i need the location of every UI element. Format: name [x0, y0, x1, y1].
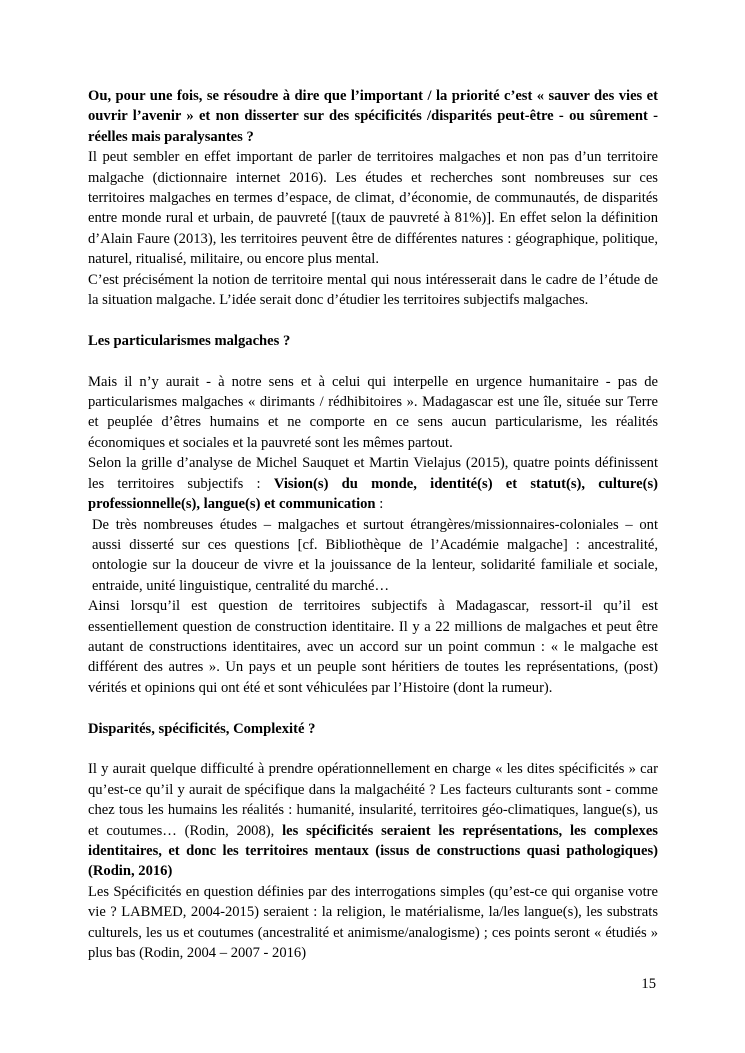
page-number: 15 — [641, 976, 656, 992]
difficulte-text: Il y aurait quelque difficulté à prendre opérationnellement en charge « les dites spécificités » car qu’est-ce qu’il y aurait de spécifique dans la malgachéité ? Les facteurs culturants sont - comme chez tous les humains les réalités : humanité, insularité, territoires géo-climatiques, langue(s), us et coutumes… (Rodin, 2008), — [88, 761, 658, 839]
paragraph-difficulte — [88, 759, 658, 881]
document-page — [88, 86, 658, 963]
section-intro-heading: Ou, pour une fois, se résoudre à dire que l’important / la priorité c’est « sauver des vies et ouvrir l’avenir » et non disserter sur des spécificités /disparités peut-être - ou sûrement - réelles mais paralysantes ? — [88, 88, 658, 145]
paragraph-specificites: Les Spécificités en question définies par des interrogations simples (qu’est-ce qui organise votre vie ? LABMED, 2004-2015) seraient : la religion, le matérialisme, la/les langue(s), les substrats culturels, les us et coutumes (ancestralité et animisme/analogisme) ; ces points seront « étudiés » plus bas (Rodin, 2004 – 2007 - 2016) — [88, 883, 658, 961]
grille-text: Selon la grille d’analyse de Michel Sauquet et Martin Vielajus (2015), quatre points définissent les territoires subjectifs : — [88, 455, 658, 492]
difficulte-bold-text: les spécificités seraient les représentations, les complexes identitaires, et donc les territoires mentaux (issus de constructions quasi pathologiques) (Rodin, 2016) — [88, 822, 658, 880]
spacer — [88, 698, 658, 718]
spacer — [88, 310, 658, 330]
grille-end: : — [375, 496, 384, 513]
paragraph-grille-analyse — [88, 453, 658, 514]
spacer — [88, 739, 658, 759]
paragraph-etudes: De très nombreuses études – malgaches et surtout étrangères/missionnaires-coloniales – ont aussi disserté sur ces questions [cf. Bibliothèque de l’Académie malgache] : ancestralité, ontologie sur la douceur de vivre et la jouissance de la lenteur, solidarité familiale et sociale, entraide, unité linguistique, centralité du marché… — [92, 516, 658, 594]
section-particularismes-heading: Les particularismes malgaches ? — [88, 332, 291, 349]
section-disparites-heading: Disparités, spécificités, Complexité ? — [88, 720, 316, 737]
grille-bold-text: Vision(s) du monde, identité(s) et statut(s), culture(s) professionnelle(s), langue(s) et communication — [88, 475, 658, 513]
paragraph-territoire-mental: C’est précisément la notion de territoire mental qui nous intéresserait dans le cadre de l’étude de la situation malgache. L’idée serait donc d’étudier les territoires subjectifs malgaches. — [88, 271, 658, 309]
paragraph-particularismes: Mais il n’y aurait - à notre sens et à celui qui interpelle en urgence humanitaire - pas de particularismes malgaches « dirimants / rédhibitoires ». Madagascar est une île, située sur Terre et peuplée d’êtres humains et ne comporte en ce sens aucun particularisme, les réalités économiques et sociales et la pauvreté sont les mêmes partout. — [88, 373, 658, 451]
spacer — [88, 351, 658, 371]
paragraph-territoires: Il peut sembler en effet important de parler de territoires malgaches et non pas d’un territoire malgache (dictionnaire internet 2016). Les études et recherches sont nombreuses sur ces territoires malgaches en termes d’espace, de climat, d’économie, de communautés, de disparités entre monde rural et urbain, de pauvreté [(taux de pauvreté à 81%)]. En effet selon la définition d’Alain Faure (2013), les territoires peuvent être de différentes natures : géographique, politique, naturel, ritualisé, militaire, ou encore plus mental. — [88, 149, 658, 268]
paragraph-construction-identitaire: Ainsi lorsqu’il est question de territoires subjectifs à Madagascar, ressort-il qu’il est essentiellement question de construction identitaire. Il y a 22 millions de malgaches et peut être autant de constructions identitaires, avec un accord sur un point commun : « le malgache est différent des autres ». Un pays et un peuple sont héritiers de toutes les représentations, (post) vérités et opinions qui ont été et sont véhiculées par l’Histoire (dont la rumeur). — [88, 598, 658, 696]
